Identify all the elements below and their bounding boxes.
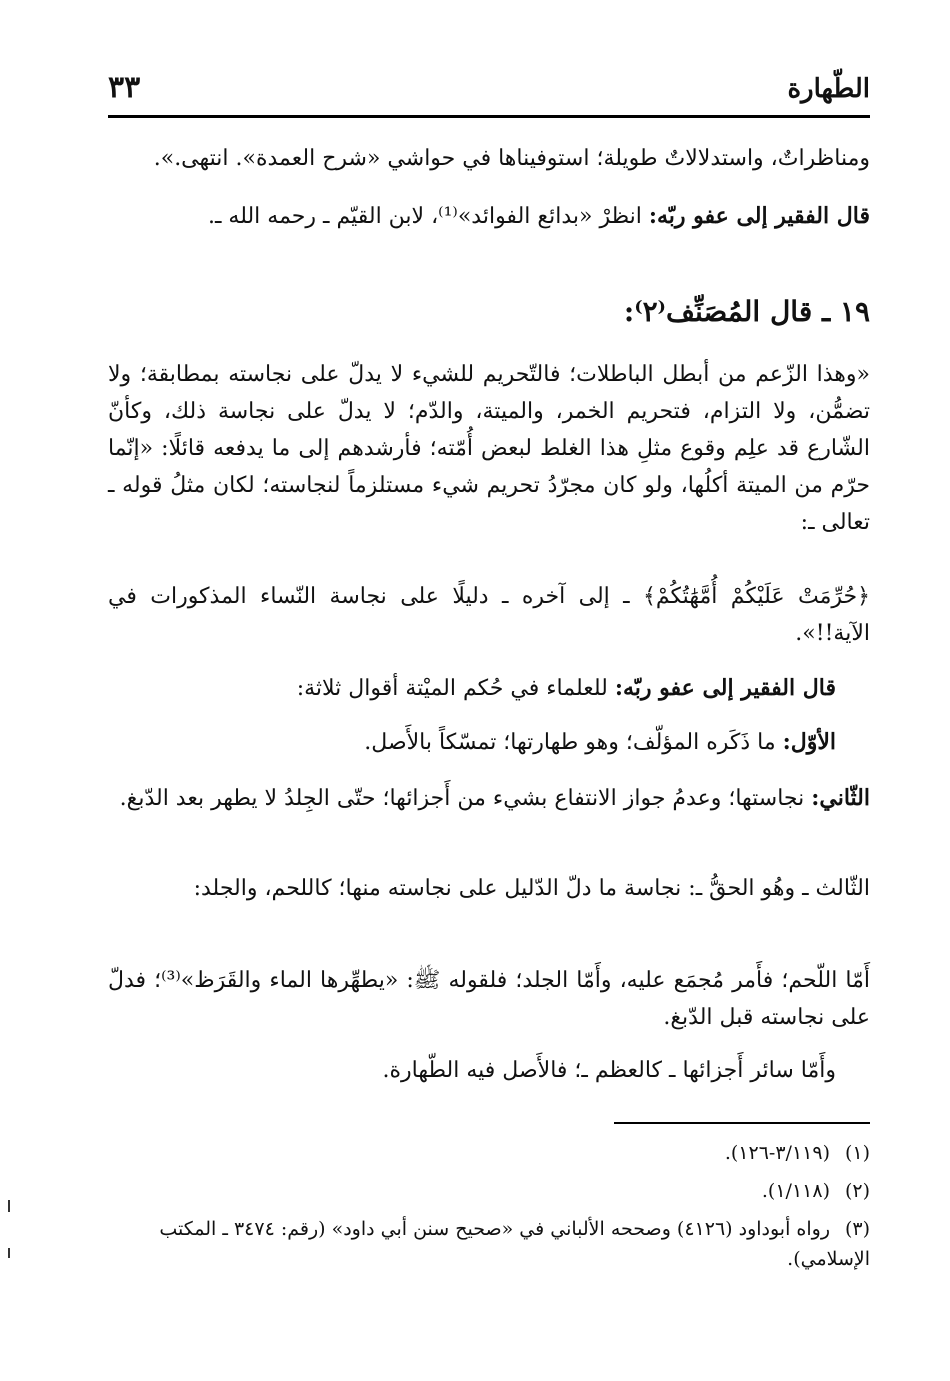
paragraph-5-text: للعلماء في حُكم الميْتة أقوال ثلاثة:: [296, 676, 615, 701]
footnote-3: [108, 1214, 870, 1274]
paragraph-4: ﴿حُرِّمَتْ عَلَيْكُمْ أُمَّهَٰتُكُمْ﴾ ـ إلى آخره ـ دليلًا على نجاسة النّساء المذكورات في الآية!!».: [108, 584, 870, 646]
paragraph-3: «وهذا الزّعم من أبطل الباطلات؛ فالتّحريم للشيء لا يدلّ على نجاسته بمطابقة؛ ولا تضمُّن، ولا التزام، فتحريم الخمر، والميتة، والدّم؛ لا يدلّ على نجاسة ذلك، وكأنّ الشّارع قد علِم وقوع مثلِ هذا الغلط لبعض أُمّته؛ فأرشدهم إلى ما يدفعه قائلًا: «إنّما حرّم من الميتة أكلُها، ولو كان مجرّدُ تحريم شيء مستلزماً لنجاسته؛ لكان مثلُ قوله ـ تعالى ـ:: [108, 362, 870, 535]
footnote-2-number: (٢): [844, 1180, 870, 1202]
paragraph-6: [108, 724, 870, 761]
running-title: الطّهارة: [787, 74, 870, 104]
paragraph-2-text: انظرْ «بدائع الفوائد»⁽¹⁾، لابن القيّم ـ رحمه الله ـ.: [207, 204, 649, 229]
paragraph-10: وأَمّا سائر أَجزائها ـ كالعظم ـ؛ فالأَصل فيه الطّهارة.: [382, 1058, 836, 1083]
paragraph-2: [108, 198, 870, 235]
paragraph-6-lead: الأوّل:: [782, 729, 836, 755]
paragraph-7-lead: الثّاني:: [811, 785, 870, 811]
scan-mark: [8, 1200, 10, 1212]
paragraph-2-lead: قال الفقير إلى عفو ربّه:: [648, 203, 870, 229]
footnote-3-number: (٣): [844, 1218, 870, 1240]
section-title: ١٩ ـ قال المُصَنِّف⁽٢⁾:: [623, 295, 870, 328]
footnote-1: [108, 1138, 870, 1168]
paragraph-7-text: نجاستها؛ وعدمُ جواز الانتفاع بشيء من أَجزائها؛ حتّى الجِلدُ لا يطهر بعد الدّبغ.: [119, 786, 812, 811]
page-number: ٣٣: [108, 70, 141, 105]
paragraph-5-lead: قال الفقير إلى عفو ربّه:: [614, 675, 836, 701]
scan-mark: [8, 1248, 10, 1258]
paragraph-6-text: ما ذَكَره المؤلّف؛ وهو طهارتها؛ تمسّكاً بالأَصل.: [364, 730, 783, 755]
page-header: [108, 62, 870, 114]
footnote-1-text: (٣/١١٩-١٢٦).: [724, 1142, 830, 1164]
paragraph-1: ومناظراتٌ، واستدلالاتٌ طويلة؛ استوفيناها في حواشي «شرح العمدة». انتهى.».: [153, 146, 870, 171]
paragraph-9: أَمّا اللّحم؛ فأَمر مُجمَع عليه، وأَمّا الجلد؛ فلقوله ﷺ: «يطهِّرها الماء والقَرَظ»⁽³⁾؛ فدلّ على نجاسته قبل الدّبغ.: [108, 968, 870, 1030]
footnote-1-number: (١): [844, 1142, 870, 1164]
footnote-separator: [614, 1122, 870, 1124]
footnote-2: [108, 1176, 870, 1206]
footnote-2-text: (١/١١٨).: [761, 1180, 830, 1202]
paragraph-8: الثّالث ـ وهُو الحقُّ ـ: نجاسة ما دلّ الدّليل على نجاسته منها؛ كاللحم، والجلد:: [193, 876, 870, 901]
paragraph-7: [108, 780, 870, 817]
paragraph-5: [108, 670, 870, 707]
header-rule: [108, 115, 870, 118]
footnote-3-text: رواه أبوداود (٤١٢٦) وصححه الألباني في «صحيح سنن أبي داود» (رقم: ٣٤٧٤ ـ المكتب الإسلامي).: [159, 1218, 870, 1270]
